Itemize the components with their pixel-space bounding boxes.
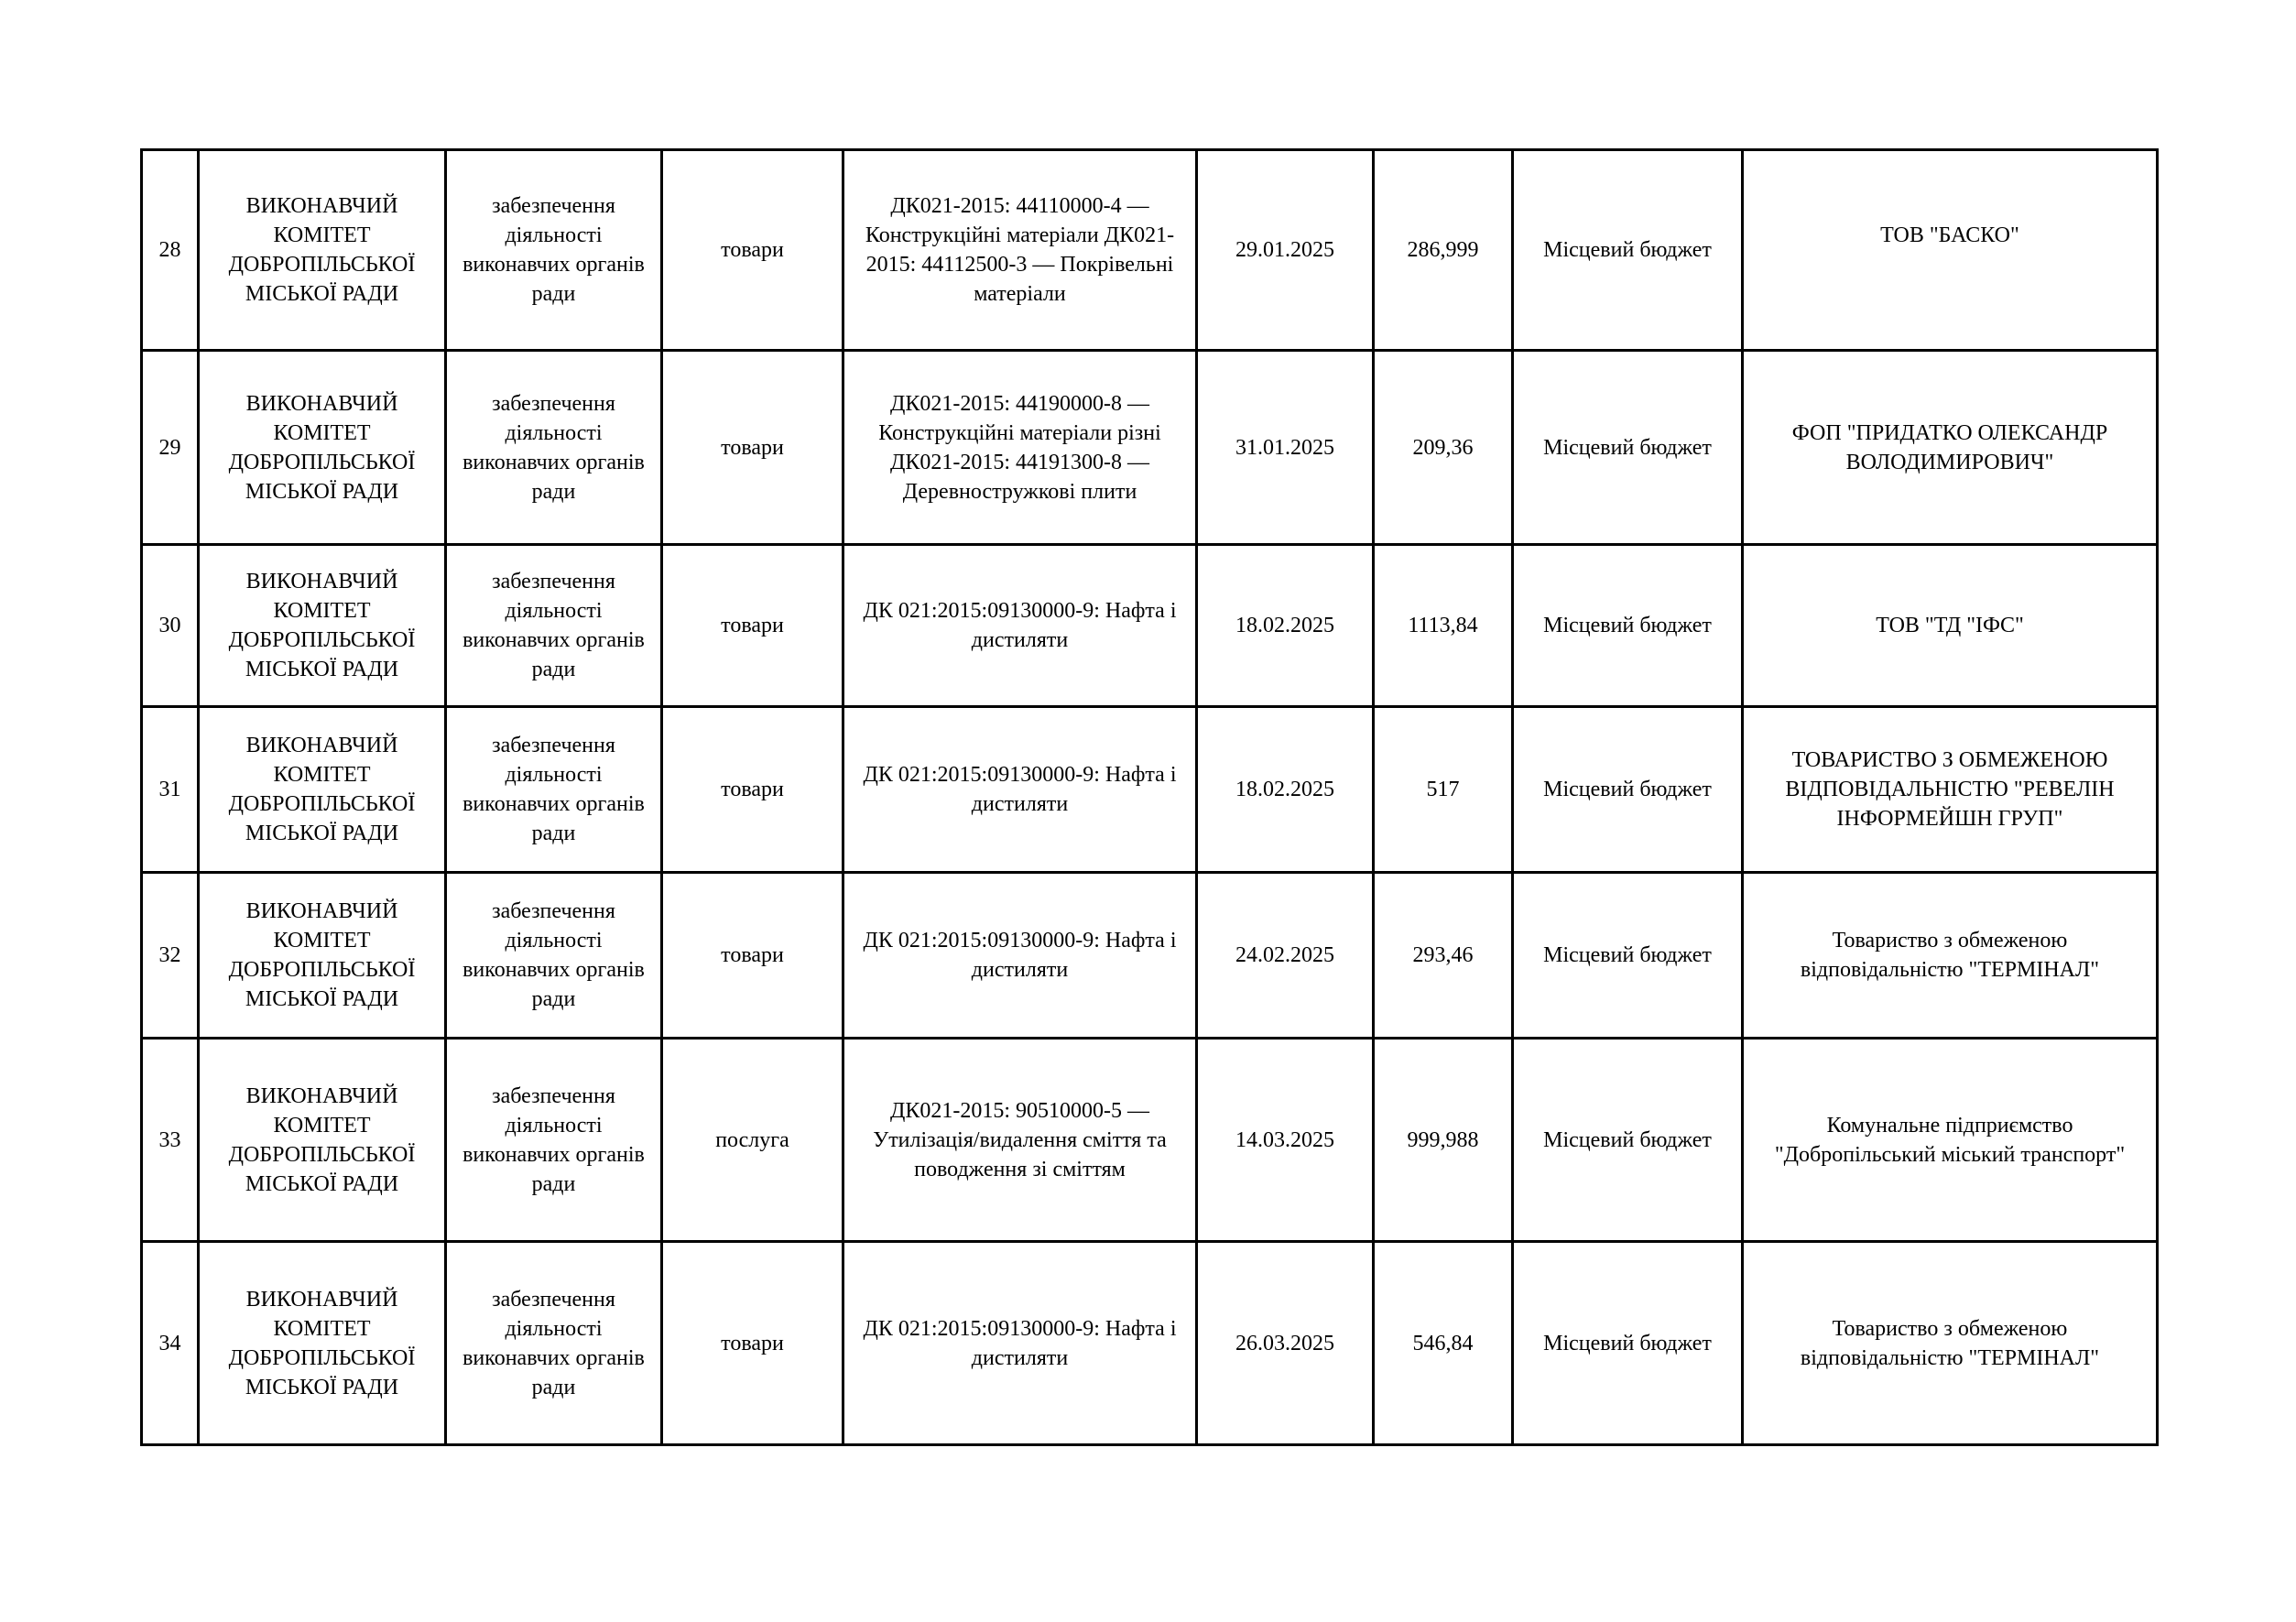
contract-date: 29.01.2025 bbox=[1235, 238, 1334, 262]
subject-cell bbox=[843, 707, 1197, 873]
type-cell bbox=[662, 873, 843, 1039]
supplier-cell bbox=[1743, 351, 2158, 545]
supplier-name: Комунальне підприємство "Добропільський міський транспорт" bbox=[1774, 1113, 2126, 1167]
customer-cell bbox=[199, 545, 446, 707]
procurement-subject: ДК 021:2015:09130000-9: Нафта і дистиляти bbox=[863, 1316, 1177, 1370]
customer-cell bbox=[199, 873, 446, 1039]
funding-source: Місцевий бюджет bbox=[1543, 614, 1712, 637]
purpose-cell bbox=[446, 873, 662, 1039]
type-cell bbox=[662, 545, 843, 707]
contract-amount: 286,999 bbox=[1407, 238, 1479, 262]
type-cell bbox=[662, 707, 843, 873]
purpose-cell bbox=[446, 1039, 662, 1242]
purpose-text: забезпечення діяльності виконавчих органів ради bbox=[462, 1287, 645, 1399]
table-row bbox=[142, 150, 2158, 351]
procurement-subject: ДК 021:2015:09130000-9: Нафта і дистиляти bbox=[863, 929, 1177, 982]
date-cell bbox=[1197, 1039, 1374, 1242]
contract-amount: 293,46 bbox=[1412, 943, 1474, 967]
customer-cell bbox=[199, 1242, 446, 1445]
customer-name: ВИКОНАВЧИЙ КОМІТЕТ ДОБРОПІЛЬСЬКОЇ МІСЬКОЇ РАДИ bbox=[228, 899, 416, 1011]
purpose-cell bbox=[446, 545, 662, 707]
procurement-type: товари bbox=[721, 238, 784, 262]
subject-cell bbox=[843, 1242, 1197, 1445]
customer-name: ВИКОНАВЧИЙ КОМІТЕТ ДОБРОПІЛЬСЬКОЇ МІСЬКОЇ РАДИ bbox=[228, 570, 416, 681]
source-cell bbox=[1513, 150, 1743, 351]
row-number: 32 bbox=[158, 943, 181, 967]
type-cell bbox=[662, 150, 843, 351]
procurement-type: товари bbox=[721, 614, 784, 637]
customer-name: ВИКОНАВЧИЙ КОМІТЕТ ДОБРОПІЛЬСЬКОЇ МІСЬКОЇ РАДИ bbox=[228, 391, 416, 504]
source-cell bbox=[1513, 707, 1743, 873]
row-number: 28 bbox=[158, 238, 181, 262]
type-cell bbox=[662, 1039, 843, 1242]
amount-cell bbox=[1374, 545, 1513, 707]
supplier-name: ФОП "ПРИДАТКО ОЛЕКСАНДР ВОЛОДИМИРОВИЧ" bbox=[1791, 420, 2108, 474]
supplier-name: Товариство з обмеженою відповідальністю "ТЕРМІНАЛ" bbox=[1800, 1316, 2100, 1370]
row-number-cell bbox=[142, 707, 199, 873]
source-cell bbox=[1513, 351, 1743, 545]
purpose-text: забезпечення діяльності виконавчих органів ради bbox=[462, 194, 645, 306]
source-cell bbox=[1513, 1242, 1743, 1445]
procurement-subject: ДК021-2015: 44110000-4 — Конструкційні матеріали ДК021-2015: 44112500-3 — Покрівельні матеріали bbox=[865, 194, 1175, 306]
funding-source: Місцевий бюджет bbox=[1543, 1331, 1712, 1355]
row-number-cell bbox=[142, 545, 199, 707]
subject-cell bbox=[843, 873, 1197, 1039]
table-row bbox=[142, 707, 2158, 873]
customer-cell bbox=[199, 707, 446, 873]
supplier-cell bbox=[1743, 150, 2158, 351]
customer-cell bbox=[199, 1039, 446, 1242]
source-cell bbox=[1513, 873, 1743, 1039]
supplier-name: ТОВАРИСТВО З ОБМЕЖЕНОЮ ВІДПОВІДАЛЬНІСТЮ "РЕВЕЛІН ІНФОРМЕЙШН ГРУП" bbox=[1785, 748, 2115, 831]
supplier-name: ТОВ "ТД "ІФС" bbox=[1876, 614, 2024, 637]
procurement-subject: ДК 021:2015:09130000-9: Нафта і дистиляти bbox=[863, 763, 1177, 816]
contract-date: 24.02.2025 bbox=[1235, 943, 1334, 967]
subject-cell bbox=[843, 150, 1197, 351]
customer-name: ВИКОНАВЧИЙ КОМІТЕТ ДОБРОПІЛЬСЬКОЇ МІСЬКОЇ РАДИ bbox=[228, 1083, 416, 1196]
supplier-name: ТОВ "БАСКО" bbox=[1880, 223, 2019, 247]
customer-name: ВИКОНАВЧИЙ КОМІТЕТ ДОБРОПІЛЬСЬКОЇ МІСЬКОЇ РАДИ bbox=[228, 734, 416, 845]
row-number-cell bbox=[142, 873, 199, 1039]
purpose-cell bbox=[446, 351, 662, 545]
procurement-type: товари bbox=[721, 778, 784, 801]
type-cell bbox=[662, 1242, 843, 1445]
amount-cell bbox=[1374, 707, 1513, 873]
row-number-cell bbox=[142, 1039, 199, 1242]
amount-cell bbox=[1374, 150, 1513, 351]
table-row bbox=[142, 1242, 2158, 1445]
procurement-table bbox=[140, 148, 2159, 1446]
purpose-text: забезпечення діяльності виконавчих органів ради bbox=[462, 570, 645, 681]
date-cell bbox=[1197, 351, 1374, 545]
funding-source: Місцевий бюджет bbox=[1543, 1127, 1712, 1152]
contract-amount: 517 bbox=[1426, 778, 1460, 801]
row-number: 29 bbox=[158, 435, 181, 460]
row-number: 34 bbox=[158, 1331, 181, 1355]
subject-cell bbox=[843, 545, 1197, 707]
purpose-text: забезпечення діяльності виконавчих органів ради bbox=[462, 391, 645, 504]
amount-cell bbox=[1374, 351, 1513, 545]
contract-date: 14.03.2025 bbox=[1235, 1127, 1334, 1152]
table-row bbox=[142, 1039, 2158, 1242]
date-cell bbox=[1197, 150, 1374, 351]
purpose-cell bbox=[446, 150, 662, 351]
customer-name: ВИКОНАВЧИЙ КОМІТЕТ ДОБРОПІЛЬСЬКОЇ МІСЬКОЇ РАДИ bbox=[228, 1287, 416, 1399]
contract-amount: 1113,84 bbox=[1408, 614, 1478, 637]
date-cell bbox=[1197, 545, 1374, 707]
table-body bbox=[142, 150, 2158, 1445]
row-number: 31 bbox=[158, 778, 181, 801]
supplier-name: Товариство з обмеженою відповідальністю "ТЕРМІНАЛ" bbox=[1800, 929, 2100, 982]
supplier-cell bbox=[1743, 873, 2158, 1039]
date-cell bbox=[1197, 873, 1374, 1039]
purpose-text: забезпечення діяльності виконавчих органів ради bbox=[462, 734, 645, 845]
row-number: 33 bbox=[158, 1127, 181, 1152]
procurement-subject: ДК 021:2015:09130000-9: Нафта і дистиляти bbox=[863, 599, 1177, 652]
supplier-cell bbox=[1743, 545, 2158, 707]
source-cell bbox=[1513, 1039, 1743, 1242]
row-number-cell bbox=[142, 351, 199, 545]
purpose-cell bbox=[446, 1242, 662, 1445]
purpose-text: забезпечення діяльності виконавчих органів ради bbox=[462, 899, 645, 1011]
contract-date: 26.03.2025 bbox=[1235, 1331, 1334, 1355]
customer-cell bbox=[199, 150, 446, 351]
contract-amount: 546,84 bbox=[1412, 1331, 1474, 1355]
funding-source: Місцевий бюджет bbox=[1543, 435, 1712, 460]
table-row bbox=[142, 545, 2158, 707]
contract-date: 18.02.2025 bbox=[1235, 614, 1334, 637]
contract-amount: 209,36 bbox=[1412, 435, 1474, 460]
date-cell bbox=[1197, 707, 1374, 873]
contract-date: 18.02.2025 bbox=[1235, 778, 1334, 801]
amount-cell bbox=[1374, 1039, 1513, 1242]
row-number-cell bbox=[142, 1242, 199, 1445]
subject-cell bbox=[843, 351, 1197, 545]
contract-date: 31.01.2025 bbox=[1235, 435, 1334, 460]
date-cell bbox=[1197, 1242, 1374, 1445]
procurement-type: товари bbox=[721, 943, 784, 967]
customer-cell bbox=[199, 351, 446, 545]
supplier-cell bbox=[1743, 1242, 2158, 1445]
procurement-subject: ДК021-2015: 44190000-8 — Конструкційні матеріали різні ДК021-2015: 44191300-8 — Деревностружкові плити bbox=[878, 391, 1161, 504]
subject-cell bbox=[843, 1039, 1197, 1242]
funding-source: Місцевий бюджет bbox=[1543, 943, 1712, 967]
procurement-type: товари bbox=[721, 1331, 784, 1355]
type-cell bbox=[662, 351, 843, 545]
table-row bbox=[142, 873, 2158, 1039]
amount-cell bbox=[1374, 873, 1513, 1039]
procurement-type: послуга bbox=[715, 1127, 789, 1152]
amount-cell bbox=[1374, 1242, 1513, 1445]
procurement-subject: ДК021-2015: 90510000-5 — Утилізація/видалення сміття та поводження зі сміттям bbox=[873, 1098, 1167, 1181]
purpose-text: забезпечення діяльності виконавчих органів ради bbox=[462, 1083, 645, 1196]
row-number-cell bbox=[142, 150, 199, 351]
source-cell bbox=[1513, 545, 1743, 707]
supplier-cell bbox=[1743, 707, 2158, 873]
table-row bbox=[142, 351, 2158, 545]
purpose-cell bbox=[446, 707, 662, 873]
procurement-type: товари bbox=[721, 435, 784, 460]
contract-amount: 999,988 bbox=[1407, 1127, 1479, 1152]
supplier-cell bbox=[1743, 1039, 2158, 1242]
row-number: 30 bbox=[158, 614, 181, 637]
funding-source: Місцевий бюджет bbox=[1543, 778, 1712, 801]
funding-source: Місцевий бюджет bbox=[1543, 238, 1712, 262]
customer-name: ВИКОНАВЧИЙ КОМІТЕТ ДОБРОПІЛЬСЬКОЇ МІСЬКОЇ РАДИ bbox=[228, 194, 416, 306]
